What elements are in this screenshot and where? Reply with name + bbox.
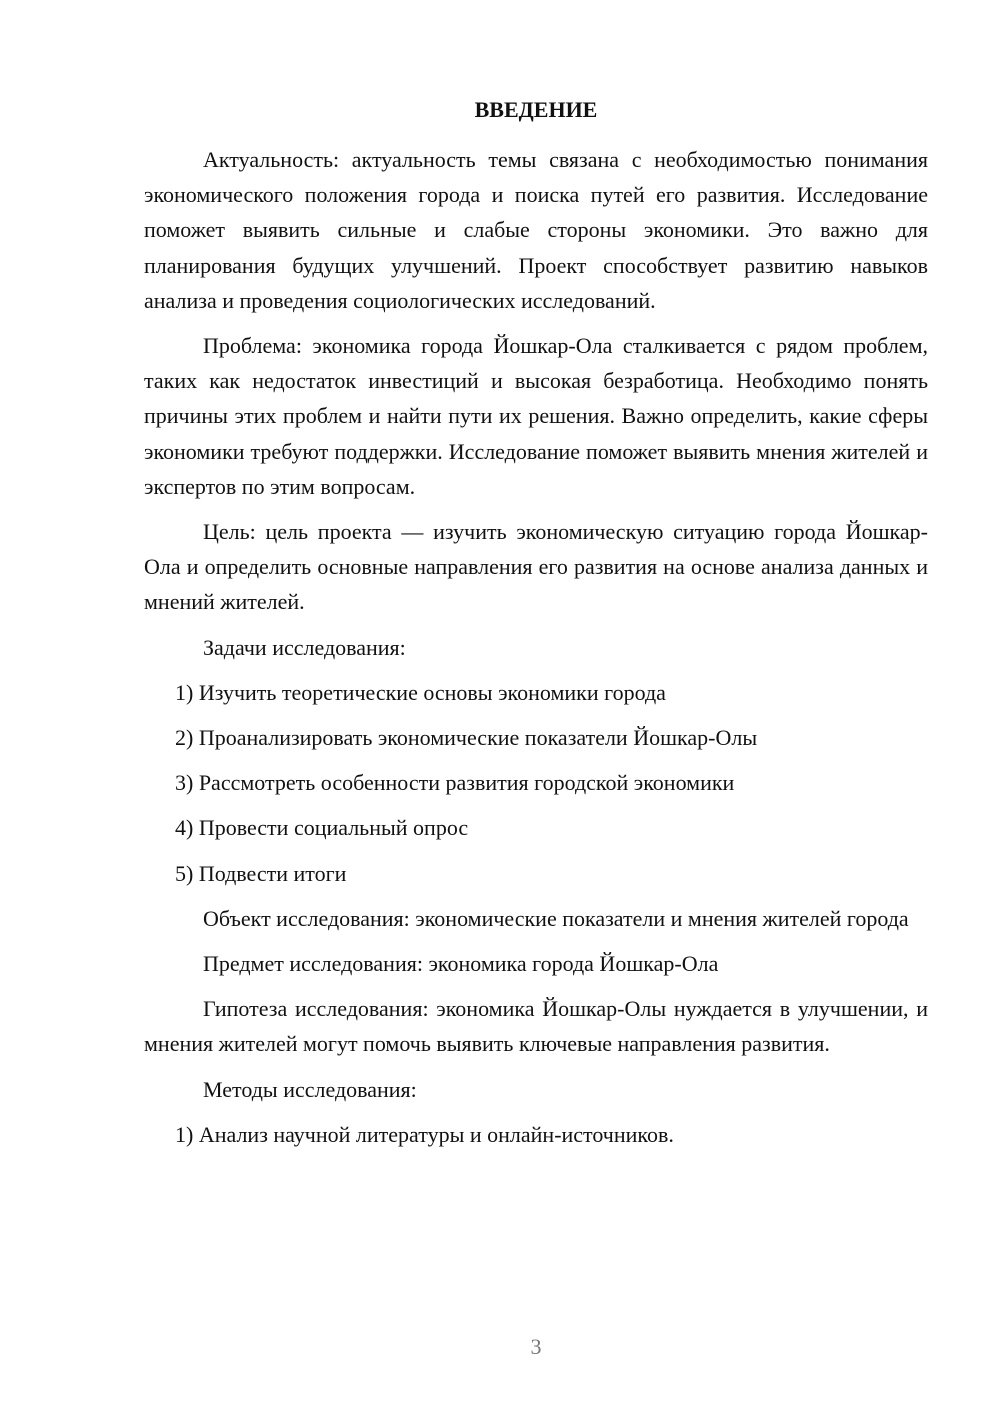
goal-paragraph: Цель: цель проекта — изучить экономическую ситуацию города Йошкар-Ола и определить основные направления его развития на основе анализа данных и мнений жителей. bbox=[144, 519, 928, 615]
relevance-paragraph: Актуальность: актуальность темы связана с необходимостью понимания экономического положения города и поиска путей его развития. Исследование поможет выявить сильные и слабые стороны экономики. Это важно для планирования будущих улучшений. Проект способствует развитию навыков анализа и проведения социологических исследований. bbox=[144, 147, 928, 313]
methods-heading: Методы исследования: bbox=[203, 1076, 417, 1102]
task-item-4: 4) Провести социальный опрос bbox=[175, 815, 469, 841]
page-content bbox=[144, 92, 928, 1162]
page-number: 3 bbox=[530, 1334, 542, 1359]
task-item-1: 1) Изучить теоретические основы экономики города bbox=[175, 679, 666, 705]
object-paragraph: Объект исследования: экономические показатели и мнения жителей города bbox=[203, 905, 909, 931]
task-item-5: 5) Подвести итоги bbox=[175, 860, 347, 886]
subject-paragraph: Предмет исследования: экономика города Йошкар-Ола bbox=[203, 951, 719, 977]
task-item-2: 2) Проанализировать экономические показатели Йошкар-Олы bbox=[175, 725, 758, 751]
problem-paragraph: Проблема: экономика города Йошкар-Ола сталкивается с рядом проблем, таких как недостаток инвестиций и высокая безработица. Необходимо понять причины этих проблем и найти пути их решения. Важно определить, какие сферы экономики требуют поддержки. Исследование поможет выявить мнения жителей и экспертов по этим вопросам. bbox=[144, 333, 928, 499]
tasks-heading: Задачи исследования: bbox=[203, 634, 406, 660]
method-item-1: 1) Анализ научной литературы и онлайн-источников. bbox=[175, 1121, 674, 1147]
hypothesis-paragraph: Гипотеза исследования: экономика Йошкар-Олы нуждается в улучшении, и мнения жителей могут помочь выявить ключевые направления развития. bbox=[144, 996, 928, 1057]
section-title: ВВЕДЕНИЕ bbox=[474, 97, 598, 122]
task-item-3: 3) Рассмотреть особенности развития городской экономики bbox=[175, 770, 735, 796]
